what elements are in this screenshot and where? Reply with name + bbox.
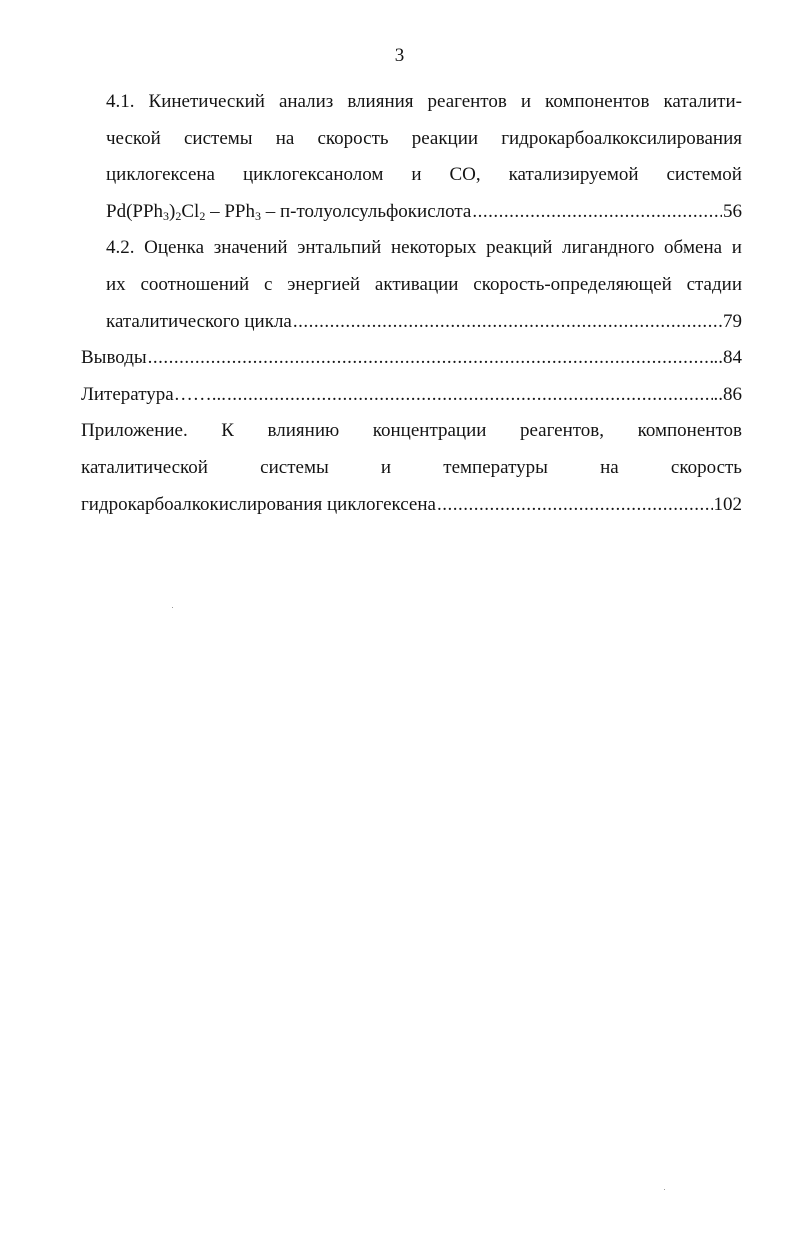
dot-leader	[148, 340, 713, 377]
word: CO,	[449, 164, 481, 186]
word: реакций	[486, 237, 553, 259]
toc-entry-4-2[interactable]	[106, 230, 742, 340]
word: концентрации	[372, 420, 487, 442]
word: скорость	[317, 127, 389, 149]
toc-entry-4-2-line-1	[106, 230, 742, 267]
dot-leader	[472, 194, 722, 231]
word: температуры	[443, 456, 548, 478]
word: компонентов	[545, 91, 650, 112]
word: 4.1.	[106, 91, 135, 112]
word: влияния	[347, 91, 414, 112]
catalyst-formula	[106, 194, 471, 231]
toc-entry-conclusions-line	[81, 340, 742, 377]
toc-entry-references-line	[81, 377, 742, 414]
formula-subscript: 3	[163, 208, 170, 223]
word: и	[411, 164, 422, 186]
word: циклогексанолом	[242, 164, 384, 186]
word: энергией	[287, 273, 361, 295]
toc-entry-4-1-line-4	[106, 194, 742, 231]
toc-entry-appendix-line-1	[81, 413, 742, 450]
word: некоторых	[391, 237, 477, 259]
word: Кинетический	[148, 91, 265, 112]
entry-title: гидрокарбоалкокислирования циклогексена	[81, 493, 436, 515]
dot-leader	[227, 377, 713, 414]
word: на	[600, 456, 619, 478]
formula-subscript: 2	[199, 208, 206, 223]
formula-subscript: 3	[254, 208, 261, 223]
formula-part: – п-толуолсульфокислота	[260, 200, 472, 222]
formula-subscript: 2	[175, 208, 182, 223]
page-number: 3	[394, 45, 405, 66]
word: и	[520, 91, 532, 112]
formula-part: Cl	[181, 200, 200, 222]
scan-speck	[172, 607, 173, 608]
word: активации	[374, 273, 459, 295]
formula-part: )	[169, 200, 176, 222]
word: обмена	[664, 237, 723, 259]
page-ref: 79	[723, 310, 742, 332]
word: Оценка	[144, 237, 205, 259]
formula-part: – PPh	[205, 200, 255, 222]
word: гидрокарбоалкоксилирования	[501, 127, 742, 149]
word: системы	[260, 456, 329, 478]
word: каталитической	[81, 456, 208, 478]
word: Приложение.	[81, 420, 188, 442]
formula-part: Pd(PPh	[106, 200, 164, 222]
toc-entry-4-1-line-2	[106, 121, 742, 158]
page-ref: ..86	[713, 383, 742, 405]
word: и	[731, 237, 742, 259]
dot-leader	[437, 487, 713, 524]
toc-entry-appendix-line-3	[81, 487, 742, 524]
word: на	[275, 127, 295, 149]
word: каталити-	[663, 91, 742, 112]
toc-entry-appendix[interactable]	[81, 413, 742, 523]
word: скорость	[670, 456, 742, 478]
toc-entry-references[interactable]	[81, 377, 742, 414]
toc-entry-4-2-line-3	[106, 304, 742, 341]
entry-title: каталитического цикла	[106, 310, 292, 332]
scan-speck	[664, 1189, 665, 1190]
word: компонентов	[637, 420, 742, 442]
toc-entry-4-2-line-2	[106, 267, 742, 304]
word: реагентов	[427, 91, 507, 112]
word: стадии	[686, 273, 742, 295]
word: лигандного	[562, 237, 655, 259]
word: системы	[184, 127, 253, 149]
word: катализируемой	[508, 164, 639, 186]
toc-entry-conclusions[interactable]	[81, 340, 742, 377]
word: скорость-определяющей	[473, 273, 672, 295]
toc-entry-4-1-line-3	[106, 157, 742, 194]
word: их	[106, 273, 126, 295]
toc-entry-4-1[interactable]	[106, 84, 742, 230]
dot-leader	[293, 304, 722, 341]
word: системой	[666, 164, 742, 186]
word: К	[221, 420, 234, 442]
word: с	[264, 273, 273, 295]
table-of-contents	[81, 84, 742, 523]
word: значений	[213, 237, 288, 259]
word: 4.2.	[106, 237, 135, 259]
word: влиянию	[267, 420, 340, 442]
page-ref: ..84	[713, 347, 742, 369]
word: реакции	[411, 127, 479, 149]
word: энтальпий	[297, 237, 382, 259]
word: соотношений	[140, 273, 250, 295]
word: анализ	[278, 91, 334, 112]
word: ческой	[106, 127, 161, 149]
word: реагентов,	[520, 420, 605, 442]
page-ref: 102	[713, 493, 742, 515]
toc-entry-appendix-line-2	[81, 450, 742, 487]
entry-title: Литература……...	[81, 383, 226, 405]
page-ref: 56	[723, 200, 742, 222]
word: циклогексена	[106, 164, 215, 186]
entry-title: Выводы	[81, 347, 147, 369]
toc-entry-4-1-line-1	[106, 84, 742, 121]
word: и	[380, 456, 392, 478]
